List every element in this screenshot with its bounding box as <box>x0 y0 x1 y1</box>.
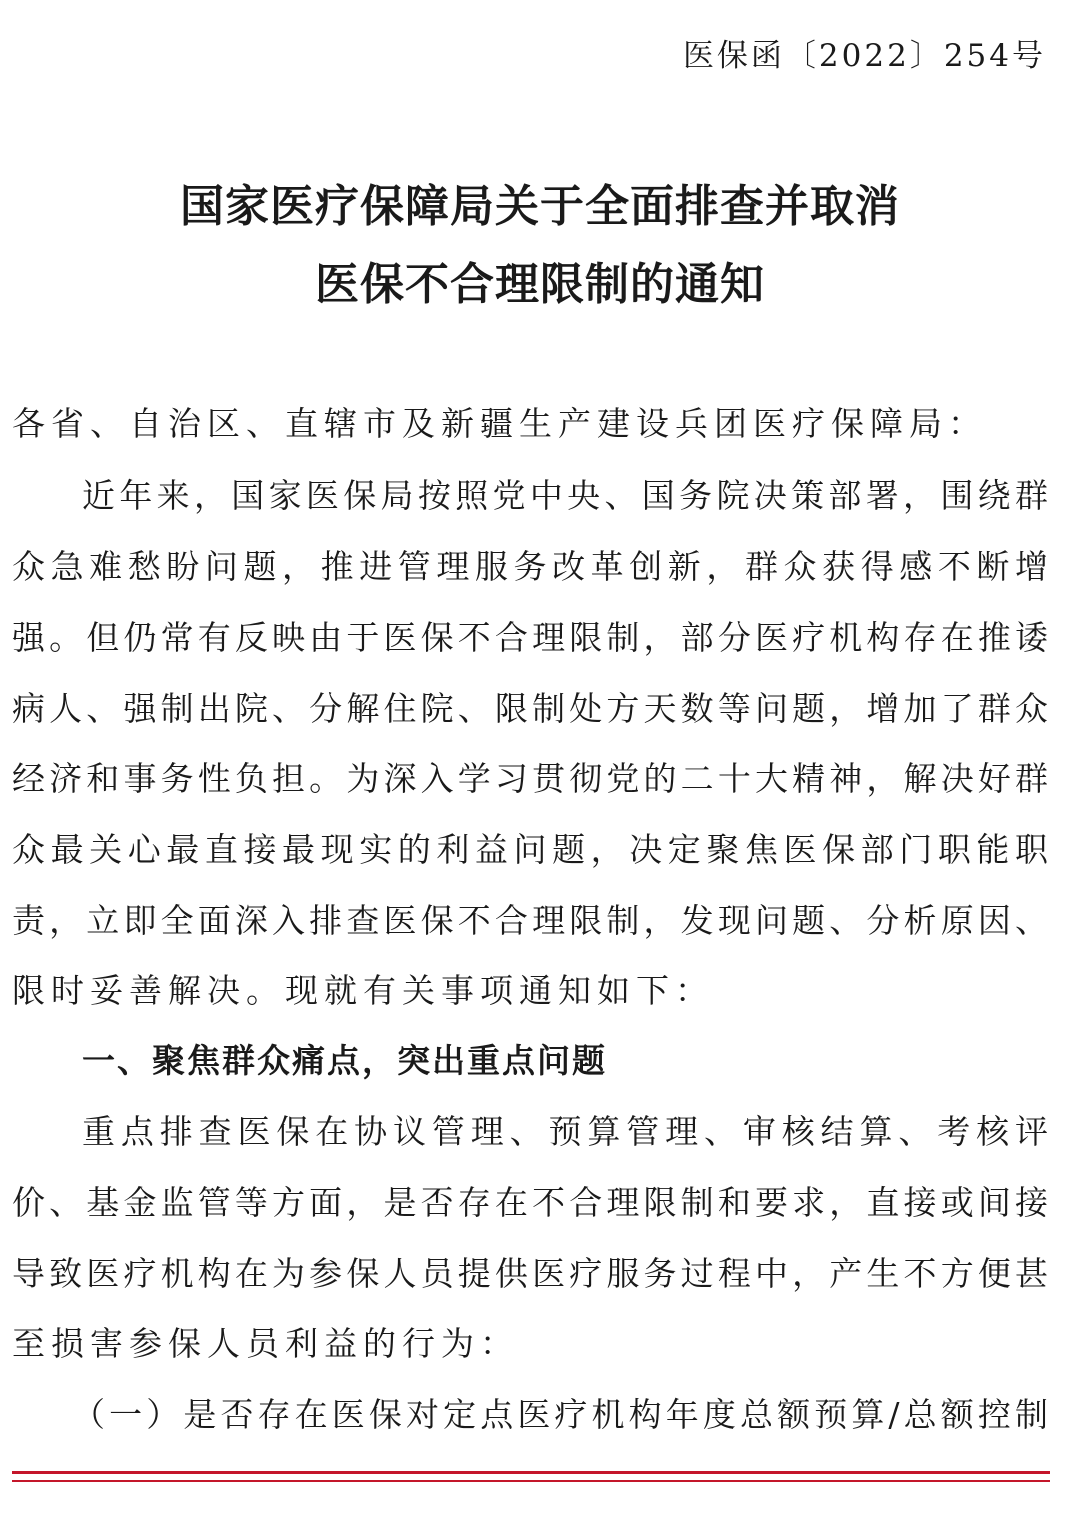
list-item-1: （一）是否存在医保对定点医疗机构年度总额预算/总额控制 <box>72 1395 1048 1434</box>
footer-red-rule-top <box>12 1471 1050 1474</box>
paragraph-1-line: 强。但仍常有反映由于医保不合理限制，部分医疗机构存在推诿 <box>12 618 1048 657</box>
paragraph-1-line: 众最关心最直接最现实的利益问题，决定聚焦医保部门职能职 <box>12 830 1048 869</box>
section-heading-1: 一、聚焦群众痛点，突出重点问题 <box>82 1041 607 1080</box>
paragraph-2-line: 重点排查医保在协议管理、预算管理、审核结算、考核评 <box>82 1112 1048 1151</box>
paragraph-1-line: 经济和事务性负担。为深入学习贯彻党的二十大精神，解决好群 <box>12 759 1048 798</box>
paragraph-2-line: 价、基金监管等方面，是否存在不合理限制和要求，直接或间接 <box>12 1183 1048 1222</box>
paragraph-2-line: 至损害参保人员利益的行为： <box>12 1324 519 1363</box>
footer-red-rule-bottom <box>12 1480 1050 1482</box>
paragraph-1-line: 限时妥善解决。现就有关事项通知如下： <box>12 971 714 1010</box>
document-title-line-1: 国家医疗保障局关于全面排查并取消 <box>180 181 900 232</box>
paragraph-1-line: 病人、强制出院、分解住院、限制处方天数等问题，增加了群众 <box>12 689 1048 728</box>
paragraph-1-line: 责，立即全面深入排查医保不合理限制，发现问题、分析原因、 <box>12 901 1048 940</box>
document-title-line-2: 医保不合理限制的通知 <box>315 259 765 310</box>
paragraph-1-line: 众急难愁盼问题，推进管理服务改革创新，群众获得感不断增 <box>12 547 1048 586</box>
document-number: 医保函〔2022〕254号 <box>682 38 1046 74</box>
paragraph-2-line: 导致医疗机构在为参保人员提供医疗服务过程中，产生不方便甚 <box>12 1254 1048 1293</box>
paragraph-1-line: 近年来，国家医保局按照党中央、国务院决策部署，围绕群 <box>82 476 1048 515</box>
salutation: 各省、自治区、直辖市及新疆生产建设兵团医疗保障局： <box>12 404 987 443</box>
